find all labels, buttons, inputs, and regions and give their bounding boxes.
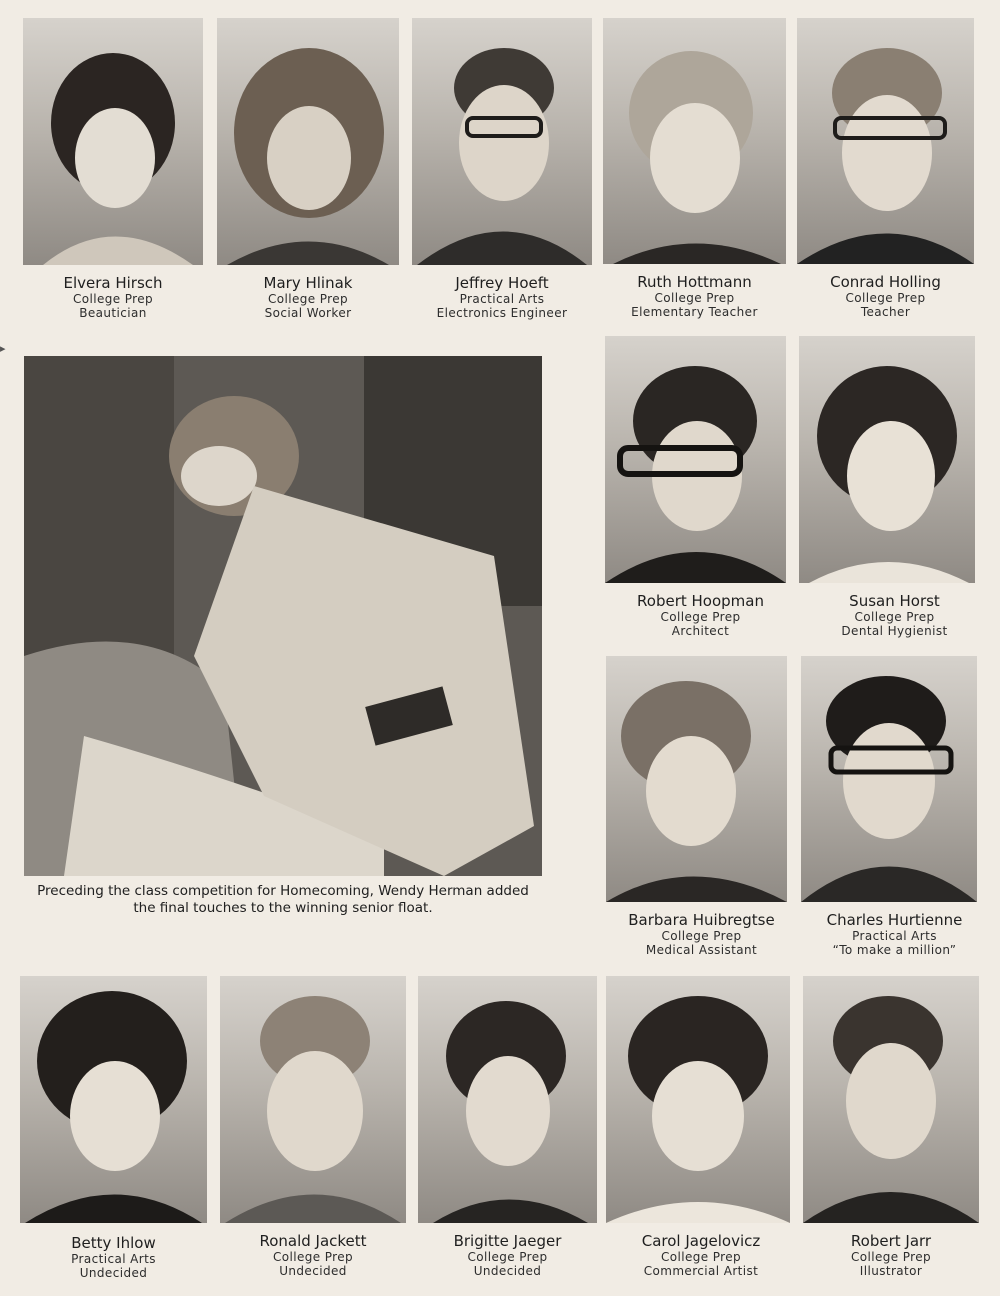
student-name: Betty Ihlow <box>71 1234 156 1252</box>
student-caption <box>412 274 592 321</box>
student-caption <box>220 1232 406 1279</box>
portrait-photo <box>20 976 207 1223</box>
student-goal: Elementary Teacher <box>631 305 758 320</box>
student-goal: Electronics Engineer <box>436 306 568 321</box>
student-caption <box>603 592 798 639</box>
student-track: College Prep <box>845 291 926 305</box>
student-caption <box>217 274 399 321</box>
candid-caption-line: the final touches to the winning senior float. <box>133 899 433 916</box>
student-name: Ronald Jackett <box>259 1232 367 1250</box>
student-track: College Prep <box>72 292 154 306</box>
student-caption <box>797 911 992 958</box>
candid-caption <box>24 883 542 917</box>
student-goal: Medical Assistant <box>645 943 758 958</box>
student-caption <box>603 273 786 320</box>
student-track: College Prep <box>661 929 742 943</box>
portrait-photo <box>606 976 790 1223</box>
student-goal: Illustrator <box>859 1264 923 1279</box>
student-caption <box>797 592 992 639</box>
student-track: College Prep <box>660 1250 742 1264</box>
student-name: Jeffrey Hoeft <box>455 274 549 292</box>
student-name: Susan Horst <box>849 592 940 610</box>
student-caption <box>606 1232 796 1279</box>
student-goal: Social Worker <box>264 306 352 321</box>
student-goal: Dental Hygienist <box>841 624 948 639</box>
student-goal: Undecided <box>473 1264 542 1279</box>
student-track: Practical Arts <box>852 929 937 943</box>
portrait-photo <box>605 336 786 583</box>
student-caption <box>418 1232 597 1279</box>
portrait-photo <box>23 18 203 265</box>
student-goal: Architect <box>671 624 730 639</box>
student-name: Mary Hlinak <box>263 274 353 292</box>
student-name: Charles Hurtienne <box>826 911 963 929</box>
portrait-photo <box>799 336 975 583</box>
student-caption <box>20 1234 207 1281</box>
student-track: College Prep <box>467 1250 548 1264</box>
student-name: Ruth Hottmann <box>637 273 752 291</box>
student-name: Carol Jagelovicz <box>641 1232 761 1250</box>
student-track: College Prep <box>854 610 935 624</box>
student-track: College Prep <box>272 1250 354 1264</box>
student-goal: Teacher <box>860 305 911 320</box>
student-goal: Commercial Artist <box>643 1264 759 1279</box>
candid-photo <box>24 356 542 876</box>
student-track: College Prep <box>267 292 349 306</box>
student-track: College Prep <box>654 291 735 305</box>
student-track: Practical Arts <box>459 292 545 306</box>
portrait-photo <box>803 976 979 1223</box>
student-caption <box>798 1232 984 1279</box>
margin-mark: ▸ <box>0 342 6 355</box>
portrait-photo <box>418 976 597 1223</box>
portrait-photo <box>603 18 786 264</box>
student-track: College Prep <box>660 610 741 624</box>
student-caption <box>797 273 974 320</box>
candid-caption-line: Preceding the class competition for Homecoming, Wendy Herman added <box>37 883 529 899</box>
student-name: Robert Jarr <box>850 1232 932 1250</box>
portrait-photo <box>217 18 399 265</box>
student-track: Practical Arts <box>71 1252 156 1266</box>
student-goal: Undecided <box>279 1264 347 1279</box>
student-name: Brigitte Jaeger <box>453 1232 562 1250</box>
student-goal: Beautician <box>79 306 147 321</box>
student-track: College Prep <box>850 1250 932 1264</box>
student-caption <box>23 274 203 321</box>
portrait-photo <box>412 18 592 265</box>
student-name: Elvera Hirsch <box>63 274 163 292</box>
student-name: Barbara Huibregtse <box>628 911 775 929</box>
student-caption <box>604 911 799 958</box>
student-goal: “To make a million” <box>832 943 957 958</box>
portrait-photo <box>797 18 974 264</box>
student-name: Conrad Holling <box>830 273 941 291</box>
portrait-photo <box>606 656 787 902</box>
portrait-photo <box>220 976 406 1223</box>
student-goal: Undecided <box>79 1266 148 1281</box>
student-name: Robert Hoopman <box>637 592 764 610</box>
portrait-photo <box>801 656 977 902</box>
